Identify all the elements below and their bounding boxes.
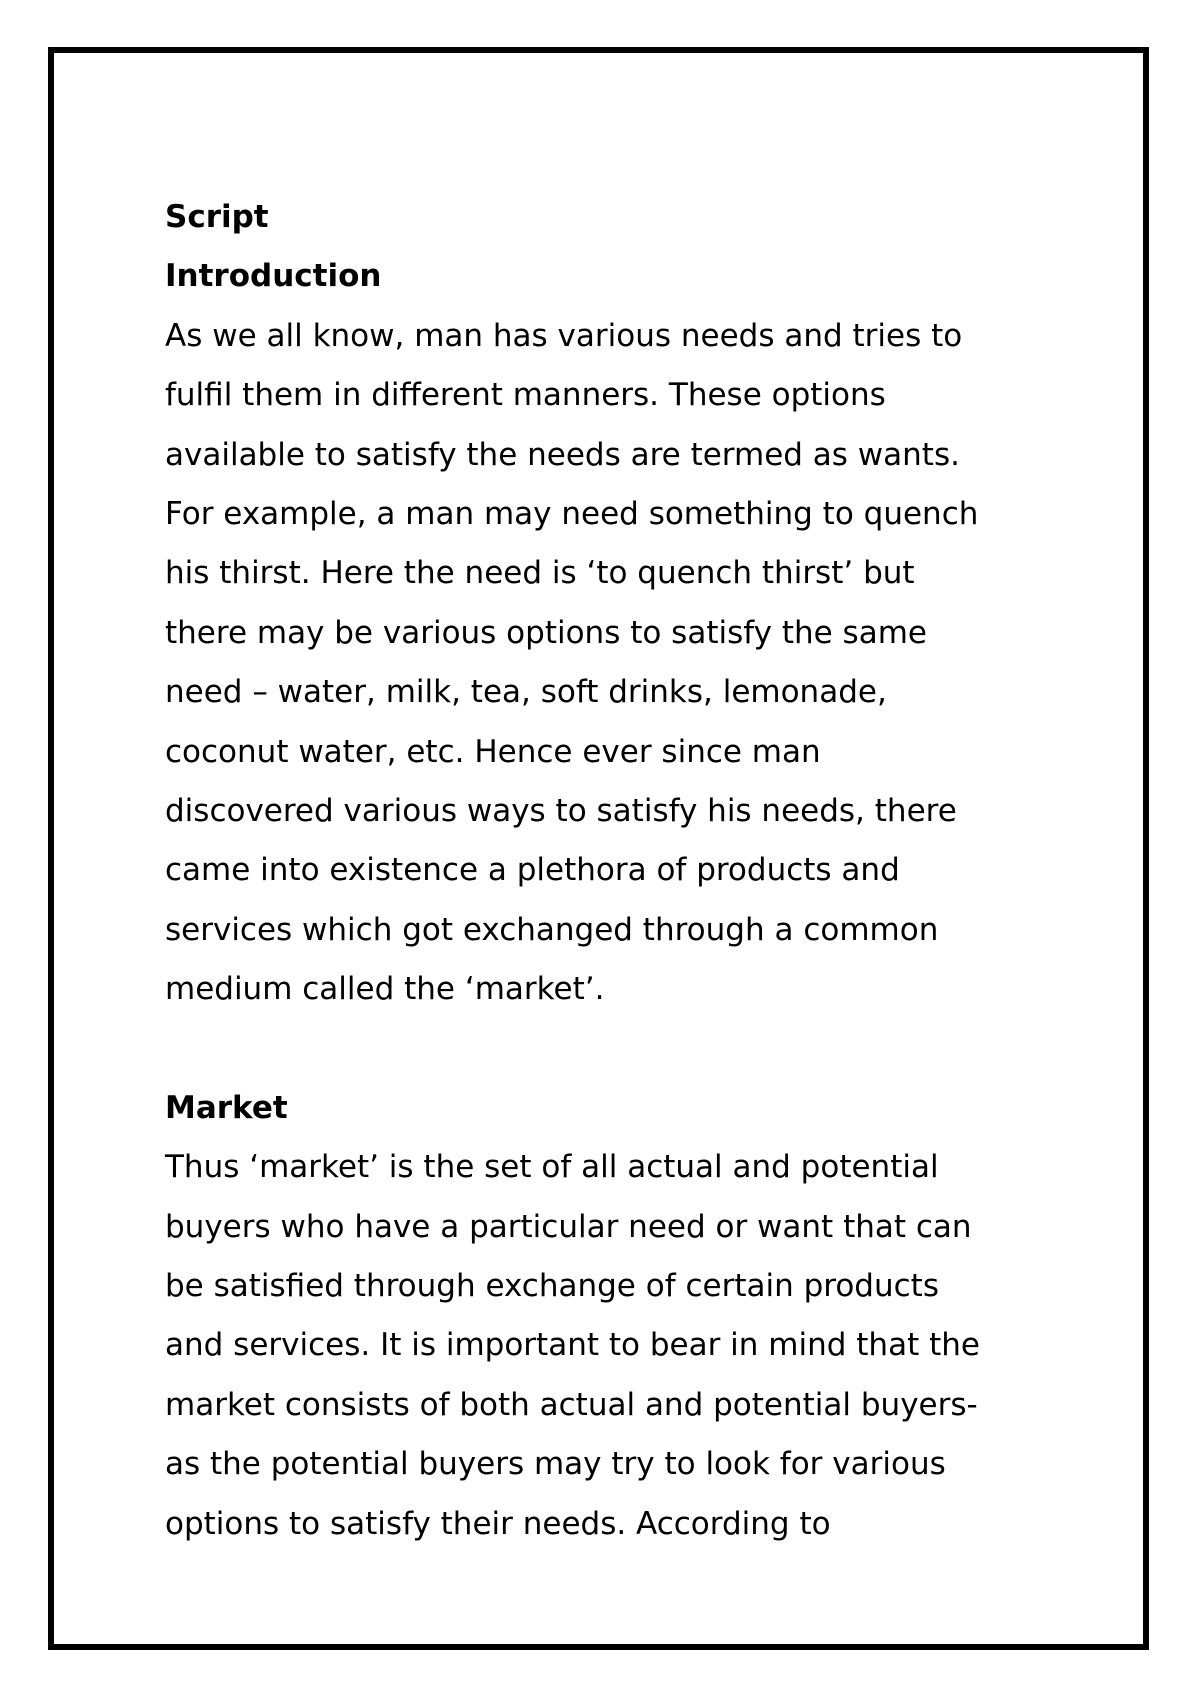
text-line: there may be various options to satisfy the same: [165, 614, 927, 651]
text-line: came into existence a plethora of products and: [165, 852, 900, 889]
text-line: coconut water, etc. Hence ever since man: [165, 733, 821, 770]
paragraph-spacer: [165, 1020, 1065, 1079]
text-line: As we all know, man has various needs and tries to: [165, 317, 963, 354]
text-line: services which got exchanged through a common: [165, 911, 939, 948]
section-heading-market: Market: [165, 1089, 288, 1126]
text-line: available to satisfy the needs are termed as wants.: [165, 436, 960, 473]
document-body: [165, 188, 1065, 1554]
text-line: be satisfied through exchange of certain products: [165, 1267, 939, 1304]
text-line: need – water, milk, tea, soft drinks, lemonade,: [165, 674, 887, 711]
script-heading: Script: [165, 199, 269, 235]
text-line: and services. It is important to bear in mind that the: [165, 1327, 980, 1364]
text-line: options to satisfy their needs. According to: [165, 1505, 831, 1542]
text-line: fulfil them in different manners. These options: [165, 377, 886, 414]
section-heading-introduction: Introduction: [165, 258, 382, 295]
introduction-paragraph: [165, 307, 1065, 1020]
market-paragraph: [165, 1138, 1065, 1554]
text-line: his thirst. Here the need is ‘to quench thirst’ but: [165, 555, 915, 592]
text-line: For example, a man may need something to quench: [165, 496, 979, 533]
text-line: buyers who have a particular need or want that can: [165, 1208, 972, 1245]
text-line: Thus ‘market’ is the set of all actual and potential: [165, 1149, 939, 1186]
text-line: market consists of both actual and potential buyers-: [165, 1386, 978, 1423]
text-line: medium called the ‘market’.: [165, 971, 605, 1008]
text-line: discovered various ways to satisfy his needs, there: [165, 793, 957, 830]
text-line: as the potential buyers may try to look for various: [165, 1446, 946, 1483]
